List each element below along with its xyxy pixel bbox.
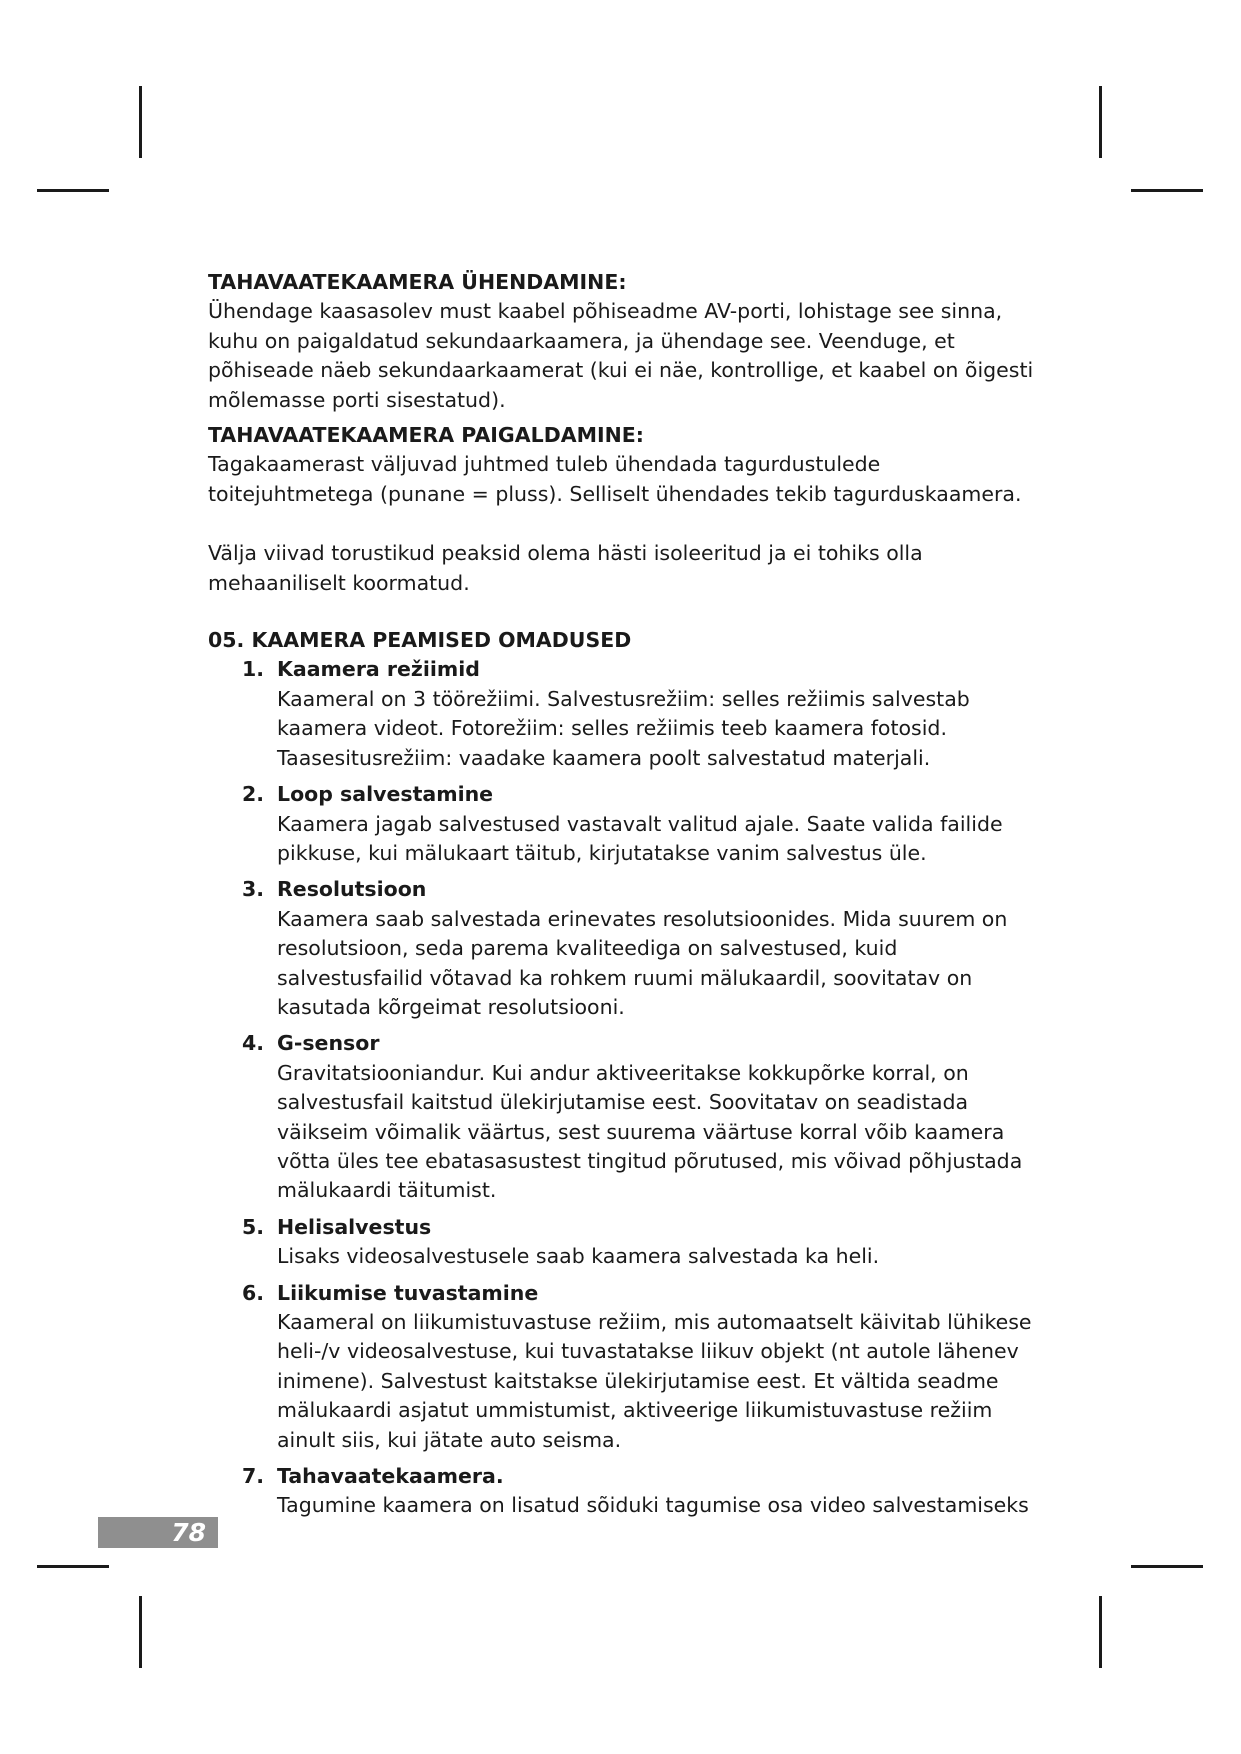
feature-text: Kaamera saab salvestada erinevates resolutsioonides. Mida suurem on resolutsioon, seda parema kvaliteediga on salvestused, kuid salvestusfailid võtavad ka rohkem ruumi mälukaardil, soovitatav on kasutada kõrgeimat resolutsiooni. [277,906,1008,1019]
crop-mark-top-right-vertical [1099,86,1102,158]
feature-item [208,1462,1048,1521]
page-content [208,268,1048,1528]
features-list [208,655,1048,1520]
feature-item [208,1029,1048,1205]
feature-item [208,1279,1048,1455]
feature-title: Resolutsioon [277,877,427,902]
feature-number: 7. [242,1464,265,1489]
feature-number: 5. [242,1214,265,1239]
connection-text: Ühendage kaasasolev must kaabel põhiseadme AV-porti, lohistage see sinna, kuhu on paigaldatud sekundaarkaamera, ja ühendage see. Veenduge, et põhiseade näeb sekundaarkaamerat (kui ei näe, kontrollige, et kaabel on õigesti mõlemasse porti sisestatud). [208,299,1034,412]
feature-text: Tagumine kaamera on lisatud sõiduki tagumise osa video salvestamiseks [277,1493,1029,1518]
feature-title: Liikumise tuvastamine [277,1280,539,1305]
page-number-box [98,1517,218,1548]
feature-text: Kaamera jagab salvestused vastavalt valitud ajale. Saate valida failide pikkuse, kui mälukaart täitub, kirjutatakse vanim salvestus üle. [277,811,1003,865]
feature-number: 4. [242,1031,265,1056]
crop-mark-bottom-left-horizontal [37,1565,109,1568]
crop-mark-bottom-left-vertical [139,1596,142,1668]
crop-mark-top-right-horizontal [1131,189,1203,192]
feature-item [208,780,1048,868]
wiring-note: Välja viivad torustikud peaksid olema hästi isoleeritud ja ei tohiks olla mehaaniliselt koormatud. [208,541,923,595]
feature-title: Loop salvestamine [277,782,494,807]
crop-mark-top-left-vertical [139,86,142,158]
feature-text: Kaameral on 3 töörežiimi. Salvestusrežiim: selles režiimis salvestab kaamera videot. Fotorežiim: selles režiimis teeb kaamera fotosid. Taasesitusrežiim: vaadake kaamera poolt salvestatud materjali. [277,686,970,770]
features-heading: 05. KAAMERA PEAMISED OMADUSED [208,628,632,653]
feature-title: G-sensor [277,1031,380,1056]
feature-item [208,875,1048,1022]
feature-number: 2. [242,782,265,807]
feature-title: Kaamera režiimid [277,657,480,682]
crop-mark-bottom-right-vertical [1099,1596,1102,1668]
feature-text: Kaameral on liikumistuvastuse režiim, mis automaatselt käivitab lühikese heli-/v videosalvestuse, kui tuvastatakse liikuv objekt (nt autole lähenev inimene). Salvestust kaitstakse ülekirjutamise eest. Et vältida seadme mälukaardi asjatut ummistumist, aktiveerige liikumistuvastuse režiim ainult siis, kui jätate auto seisma. [277,1310,1032,1452]
feature-text: Gravitatsiooniandur. Kui andur aktiveeritakse kokkupõrke korral, on salvestusfail kaitstud ülekirjutamise eest. Soovitatav on seadistada väikseim võimalik väärtus, sest suurema väärtuse korral võib kaamera võtta üles tee ebatasasustest tingitud põrutused, mis võivad põhjustada mälukaardi täitumist. [277,1060,1023,1203]
page-number: 78 [171,1518,206,1547]
feature-number: 1. [242,657,265,682]
feature-title: Helisalvestus [277,1214,432,1239]
installation-heading: TAHAVAATEKAAMERA PAIGALDAMINE: [208,423,644,448]
crop-mark-top-left-horizontal [37,189,109,192]
crop-mark-bottom-right-horizontal [1131,1565,1203,1568]
feature-item [208,655,1048,773]
feature-text: Lisaks videosalvestusele saab kaamera salvestada ka heli. [277,1244,880,1269]
connection-heading: TAHAVAATEKAAMERA ÜHENDAMINE: [208,270,627,294]
feature-item [208,1213,1048,1272]
feature-number: 6. [242,1280,265,1305]
feature-number: 3. [242,877,265,902]
installation-text: Tagakaamerast väljuvad juhtmed tuleb ühendada tagurdustulede toitejuhtmetega (punane = pluss). Selliselt ühendades tekib tagurduskaamera. [208,452,1022,506]
feature-title: Tahavaatekaamera. [277,1464,504,1489]
